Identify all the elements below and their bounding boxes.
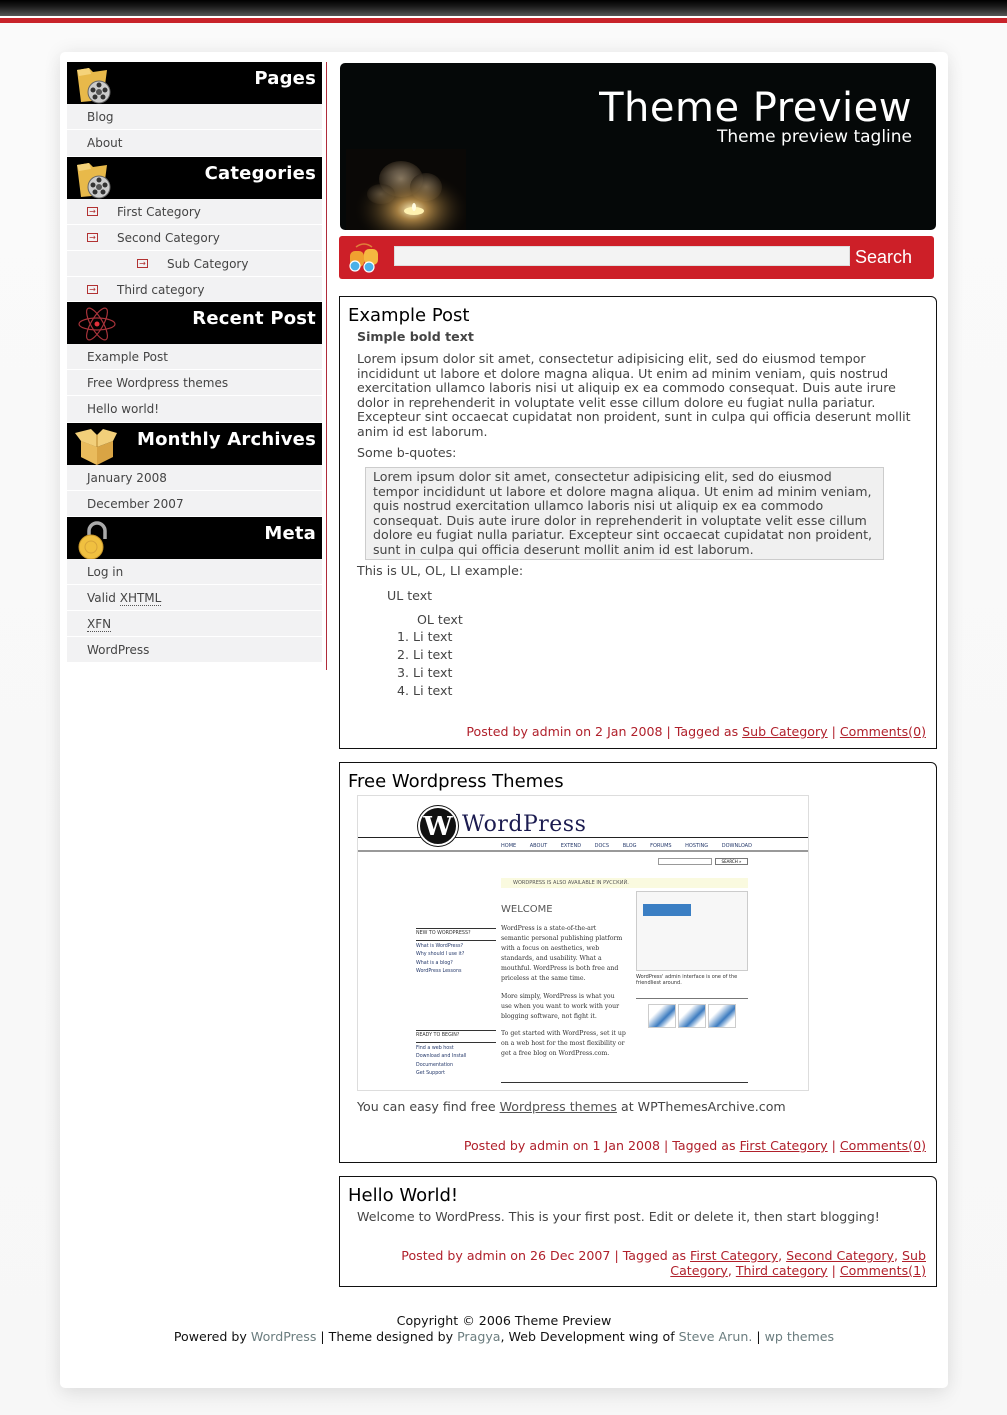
blockquote: Lorem ipsum dolor sit amet, consectetur adipisicing elit, sed do eiusmod tempor incididunt ut labore et dolore magna aliqua. Ut enim ad minim veniam, quis nostrud exercitation ullamco laboris nisi ut aliquip ex ea commodo consequat. Duis aute irure dolor in reprehenderit in voluptate velit esse cillum dolore eu fugiat nulla pariatur. Excepteur sint occaecat cupidatat non proident, sunt in culpa qui officia deserunt mollit anim id est laborum. bbox=[365, 467, 884, 560]
ol-text: OL text bbox=[417, 612, 463, 627]
candle-flower-image bbox=[346, 149, 466, 230]
tag-link-third-category[interactable]: Third category bbox=[735, 1262, 828, 1278]
comments-link[interactable]: Comments(0) bbox=[839, 724, 926, 739]
comments-link[interactable]: Comments(0) bbox=[839, 1138, 926, 1153]
sidebar-item-blog[interactable] bbox=[67, 104, 322, 130]
widget-archives-header bbox=[67, 423, 322, 465]
post-title[interactable]: Free Wordpress Themes bbox=[348, 771, 564, 792]
post-paragraph: Lorem ipsum dolor sit amet, consectetur adipisicing elit, sed do eiusmod tempor incididunt ut labore et dolore magna aliqua. Ut enim ad minim veniam, quis nostrud exercitation ullamco laboris nisi ut aliquip ex ea commodo consequat. Duis aute irure dolor in reprehenderit in voluptate velit esse cillum dolore eu fugiat nulla pariatur. Excepteur sint occaecat cupidatat non proident, sunt in culpa qui officia deserunt mollit anim id est laborum. bbox=[357, 351, 911, 439]
sidebar-item-sub-category[interactable] bbox=[67, 251, 322, 277]
footer-wordpress-link[interactable]: WordPress bbox=[250, 1329, 317, 1344]
search-input[interactable] bbox=[394, 246, 850, 266]
sidebar-item-label: Second Category bbox=[117, 231, 220, 245]
sidebar-item-label: Hello world! bbox=[87, 402, 160, 416]
tag-link-first-category[interactable]: First Category bbox=[739, 1138, 828, 1153]
sidebar-item-free-wordpress-themes[interactable] bbox=[67, 370, 322, 396]
sidebar-item-label: January 2008 bbox=[87, 471, 167, 485]
post-free-wordpress-themes bbox=[339, 762, 937, 1163]
site-tagline: Theme preview tagline bbox=[716, 127, 912, 147]
site-header bbox=[340, 63, 936, 230]
xfn-abbr: XFN bbox=[87, 617, 112, 631]
post-title[interactable]: Example Post bbox=[348, 305, 470, 326]
sidebar-item-january-2008[interactable] bbox=[67, 465, 322, 491]
widget-categories-header bbox=[67, 157, 322, 199]
widget-archives-title: Monthly Archives bbox=[137, 429, 316, 450]
widget-recent-title: Recent Post bbox=[192, 308, 316, 329]
arrow-box-icon: → bbox=[87, 207, 98, 216]
sidebar-item-label: First Category bbox=[117, 205, 201, 219]
footer-wp-themes-link[interactable]: wp themes bbox=[764, 1329, 835, 1344]
ol-item: 2. Li text bbox=[397, 647, 453, 662]
xhtml-abbr: XHTML bbox=[119, 591, 162, 605]
sidebar-item-label: Sub Category bbox=[167, 257, 249, 271]
sidebar-item-third-category[interactable] bbox=[67, 277, 322, 302]
post-title[interactable]: Hello World! bbox=[348, 1185, 459, 1206]
ul-text: UL text bbox=[387, 588, 433, 603]
sidebar-item-wordpress[interactable] bbox=[67, 637, 322, 663]
sidebar-item-example-post[interactable] bbox=[67, 344, 322, 370]
comments-link[interactable]: Comments(1) bbox=[839, 1262, 926, 1278]
site-title[interactable]: Theme Preview bbox=[599, 85, 912, 131]
widget-pages-title: Pages bbox=[254, 68, 316, 89]
footer-credits: Powered by WordPress | Theme designed by Pragya, Web Development wing of Steve Arun. | wp themes bbox=[173, 1329, 835, 1344]
sidebar-item-label: About bbox=[87, 136, 123, 150]
arrow-box-icon: → bbox=[87, 233, 98, 242]
sidebar-item-label: WordPress bbox=[87, 643, 150, 657]
wordpress-logo-icon: W bbox=[418, 806, 458, 846]
sidebar-item-label: Blog bbox=[87, 110, 114, 124]
padlock-icon bbox=[73, 519, 119, 559]
ol-item: 3. Li text bbox=[397, 665, 453, 680]
folder-film-reel-icon bbox=[73, 64, 119, 104]
sidebar-item-label: December 2007 bbox=[87, 497, 184, 511]
sidebar-item-hello-world[interactable] bbox=[67, 396, 322, 423]
tag-link-first-category[interactable]: First Category bbox=[690, 1248, 779, 1263]
sidebar-item-label: Log in bbox=[87, 565, 124, 579]
top-black-bar bbox=[0, 0, 1007, 16]
post-example bbox=[339, 296, 937, 749]
widget-categories-title: Categories bbox=[204, 163, 316, 184]
widget-meta-title: Meta bbox=[264, 523, 316, 544]
post-meta: Posted by admin on 2 Jan 2008 | Tagged as Sub Category | Comments(0) bbox=[466, 724, 926, 739]
sidebar-item-about[interactable] bbox=[67, 130, 322, 157]
sidebar-item-valid-xhtml[interactable] bbox=[67, 585, 322, 611]
tag-link-sub-category[interactable]: Sub Category bbox=[742, 724, 828, 739]
post-bold-text: Simple bold text bbox=[357, 329, 474, 344]
tag-link-second-category[interactable]: Second Category bbox=[786, 1248, 894, 1263]
search-button[interactable]: Search bbox=[855, 247, 913, 267]
footer-copyright: Copyright © 2006 Theme Preview bbox=[396, 1313, 612, 1328]
arrow-box-icon: → bbox=[137, 259, 148, 268]
sidebar bbox=[67, 62, 322, 663]
post-meta: Posted by admin on 1 Jan 2008 | Tagged as First Category | Comments(0) bbox=[463, 1138, 926, 1153]
atom-icon bbox=[73, 304, 119, 344]
post-paragraph: Welcome to WordPress. This is your first post. Edit or delete it, then start blogging! bbox=[357, 1209, 880, 1224]
tag-link-sub-category[interactable]: Sub Category bbox=[670, 1248, 926, 1278]
search-bar bbox=[339, 236, 934, 279]
post-meta: Posted by admin on 26 Dec 2007 | Tagged as First Category, Second Category, Sub Category, Third category | Comments(1) bbox=[401, 1248, 926, 1278]
bquote-label: Some b-quotes: bbox=[357, 445, 457, 460]
folder-film-reel-icon bbox=[73, 159, 119, 199]
wordpress-screenshot-image: W WordPress HOME ABOUT EXTEND DOCS BLOG FORUMS HOSTING DOWNLOAD SEARCH » WORDPRESS IS ALSO AVAILABLE IN РУССКИЙ. WELCOME WordPress is a state-of-the-art semantic personal publishing platform with a focus on aesthetics, web standards, and usability. What a mouthful. WordPress is both free and priceless at the same time. More simply, WordPress is what you use when you want to work with your blogging software, not fight it. To get started with WordPress, set it up on a web host for the most flexibility or get a free blog on WordPress.com. NEW TO WORDPRESS? What is WordPress? Why should I use it? What is a blog? WordPress Lessons READY TO BEGIN? Find a web host Download and Install Documentation Get Support WordPress' admin interface is one of the friendliest around. bbox=[357, 795, 809, 1091]
sidebar-item-second-category[interactable] bbox=[67, 225, 322, 251]
post-paragraph: You can easy find free Wordpress themes at WPThemesArchive.com bbox=[357, 1099, 786, 1114]
top-red-stripe bbox=[0, 18, 1007, 23]
ol-item: 1. Li text bbox=[397, 629, 453, 644]
sidebar-item-first-category[interactable] bbox=[67, 199, 322, 225]
binoculars-icon bbox=[346, 241, 382, 273]
sidebar-item-log-in[interactable] bbox=[67, 559, 322, 585]
arrow-box-icon: → bbox=[87, 285, 98, 294]
widget-meta-header bbox=[67, 517, 322, 559]
sidebar-item-label: Example Post bbox=[87, 350, 168, 364]
sidebar-item-label: Free Wordpress themes bbox=[87, 376, 229, 390]
list-label: This is UL, OL, LI example: bbox=[357, 563, 524, 578]
widget-recent-header bbox=[67, 302, 322, 344]
sidebar-divider bbox=[326, 62, 327, 670]
footer-steve-arun-link[interactable]: Steve Arun. bbox=[678, 1329, 753, 1344]
sidebar-item-xfn[interactable] bbox=[67, 611, 322, 637]
open-box-icon bbox=[73, 425, 119, 465]
ol-item: 4. Li text bbox=[397, 683, 453, 698]
sidebar-item-label: Valid bbox=[87, 591, 120, 605]
wordpress-themes-link[interactable]: Wordpress themes bbox=[499, 1099, 617, 1114]
post-hello-world bbox=[339, 1176, 937, 1287]
footer-pragya-link[interactable]: Pragya bbox=[457, 1329, 501, 1344]
widget-pages-header bbox=[67, 62, 322, 104]
sidebar-item-label: Third category bbox=[117, 283, 205, 297]
sidebar-item-december-2007[interactable] bbox=[67, 491, 322, 517]
